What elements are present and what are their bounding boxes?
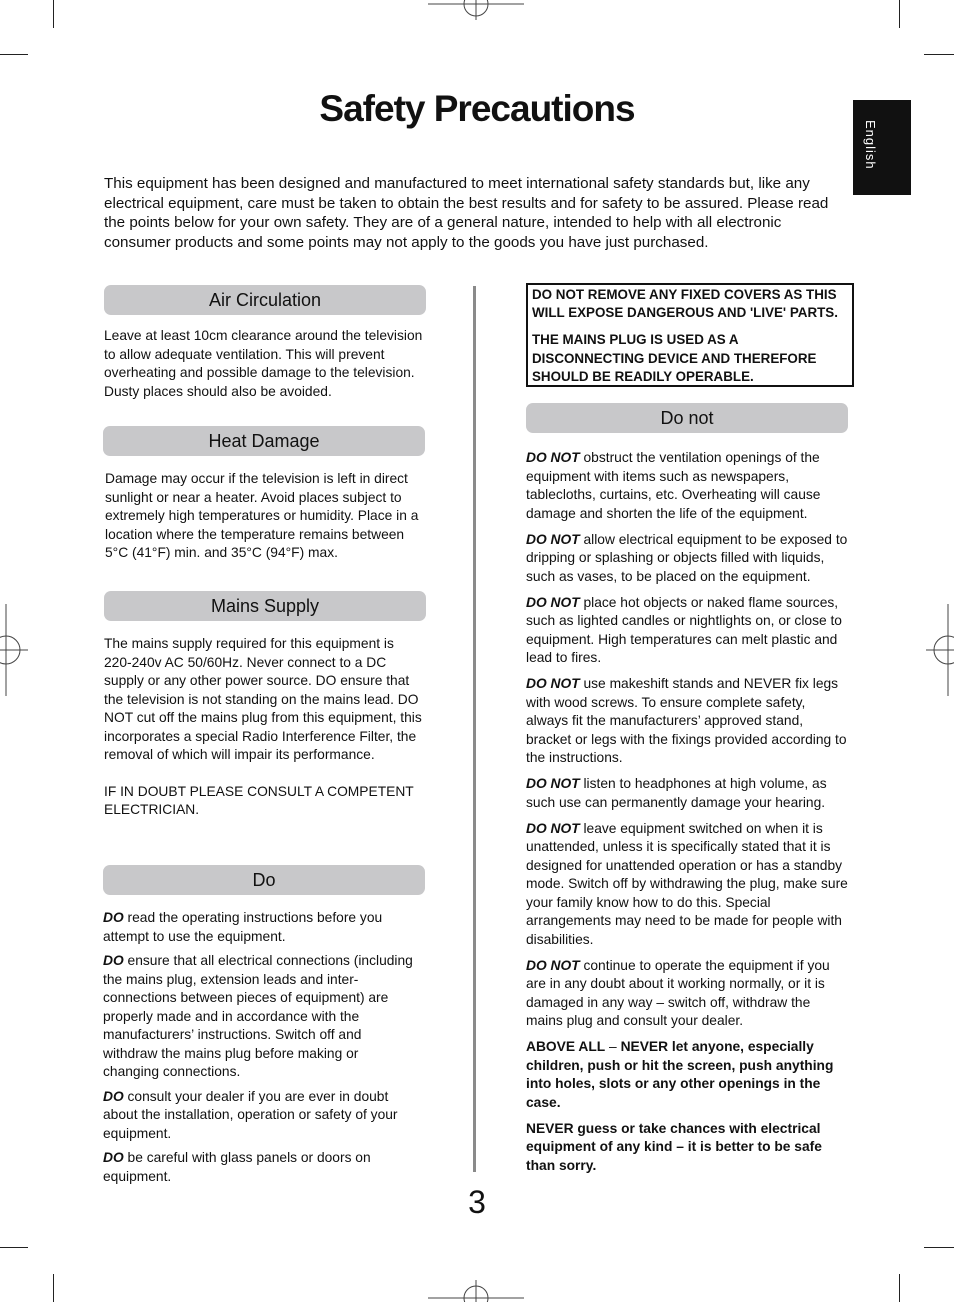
do-not-label: DO NOT (526, 594, 580, 610)
language-tab-label: English (863, 120, 878, 170)
do-item: DO consult your dealer if you are ever in doubt about the installation, operation or safety of your equipment. (103, 1088, 398, 1141)
mains-supply-text: The mains supply required for this equipment is 220-240v AC 50/60Hz. Never connect to a DC supply or any other power source. DO ensure that the television is not standing on the mains lead. DO NOT cut off the mains plug from this equipment, this incorporates a special Radio Interference Filter, the removal of which will impair its performance. (104, 636, 422, 762)
do-not-item: DO NOT use makeshift stands and NEVER fix legs with wood screws. To ensure complete safety, always fit the manufacturers’ approved stand, bracket or legs with the fixings provided according to the instructions. (526, 676, 847, 765)
do-heading: Do (103, 865, 425, 895)
registration-mark-left (0, 604, 28, 696)
do-not-label: DO NOT (526, 676, 580, 691)
registration-mark-bottom (428, 1278, 524, 1302)
crop-mark (924, 1247, 954, 1248)
heat-damage-heading: Heat Damage (103, 426, 425, 456)
column-divider (473, 286, 476, 1172)
do-list (103, 909, 413, 1192)
do-label: DO (103, 1088, 124, 1104)
do-label: DO (103, 1150, 124, 1165)
do-not-item: DO NOT continue to operate the equipment if you are in any doubt about it working normally, or it is damaged in any way – switch off, withdraw the mains plug and consult your dealer. (526, 957, 830, 1028)
do-label: DO (103, 910, 124, 925)
warning-box (526, 283, 854, 387)
do-not-item: DO NOT place hot objects or naked flame sources, such as lighted candles or nightlights on, or close to equipment. High temperatures can melt plastic and lead to fires. (526, 594, 842, 665)
air-circulation-heading: Air Circulation (104, 285, 426, 315)
do-label: DO (103, 953, 124, 968)
crop-mark (924, 54, 954, 55)
do-not-label: DO NOT (526, 450, 580, 465)
do-not-label: DO NOT (526, 531, 580, 547)
crop-mark (53, 1274, 54, 1302)
crop-mark (899, 0, 900, 28)
do-not-item: DO NOT allow electrical equipment to be exposed to dripping or splashing or objects filled with liquids, such as vases, to be placed on the equipment. (526, 531, 848, 584)
do-item: DO read the operating instructions before you attempt to use the equipment. (103, 910, 383, 944)
crop-mark (0, 1247, 28, 1248)
air-circulation-text: Leave at least 10cm clearance around the television to allow adequate ventilation. This will prevent overheating and possible damage to the television. Dusty places should also be avoided. (104, 328, 423, 399)
language-tab (853, 100, 911, 195)
warning-covers: DO NOT REMOVE ANY FIXED COVERS AS THIS WILL EXPOSE DANGEROUS AND 'LIVE' PARTS. (532, 287, 838, 321)
do-not-label: DO NOT (526, 957, 580, 973)
intro-paragraph: This equipment has been designed and manufactured to meet international safety standards but, like any electrical equipment, care must be taken to obtain the best results and for safety to be assured. Please read the points below for your own safety. They are of a general nature, intended to help with all electronic consumer products and some points may not apply to the goods you have just purchased. (104, 175, 829, 251)
crop-mark (899, 1274, 900, 1302)
do-not-list (526, 449, 850, 1183)
do-not-item: DO NOT obstruct the ventilation openings of the equipment with items such as newspapers, tablecloths, curtains, etc. Overheating will cause damage and shorten the life of the equipment. (526, 450, 821, 521)
do-not-item: DO NOT leave equipment switched on when it is unattended, unless it is specifically stated that it is designed for unattended operation or has a standby mode. Switch off by withdrawing the plug, make sure your family know how to do this. Special arrangements may need to be made for people with disabilities. (526, 820, 848, 947)
do-not-heading: Do not (526, 403, 848, 433)
registration-mark-top (428, 0, 524, 22)
mains-supply-section (104, 635, 422, 826)
do-item: DO ensure that all electrical connections (including the mains plug, extension leads and inter-connections between pieces of equipment) are properly made and in accordance with the manufacturers’ instructions. Switch off and withdraw the mains plug before making or changing connections. (103, 953, 413, 1079)
registration-mark-right (926, 604, 954, 696)
above-all-warning: ABOVE ALL – NEVER let anyone, especially children, push or hit the screen, push anything into holes, slots or any other openings in the case. (526, 1039, 834, 1110)
crop-mark (0, 54, 28, 55)
heat-damage-text: Damage may occur if the television is left in direct sunlight or near a heater. Avoid places subject to extremely high temperatures or humidity. Place in a location where the temperature remains between 5°C (41°F) min. and 35°C (94°F) max. (105, 471, 419, 560)
crop-mark (53, 0, 54, 28)
warning-mains-plug: THE MAINS PLUG IS USED AS A DISCONNECTING DEVICE AND THEREFORE SHOULD BE READILY OPERABLE. (532, 332, 817, 384)
do-not-label: DO NOT (526, 820, 580, 836)
do-not-item: DO NOT listen to headphones at high volume, as such use can permanently damage your hearing. (526, 776, 827, 810)
mains-supply-heading: Mains Supply (104, 591, 426, 621)
never-guess-warning: NEVER guess or take chances with electrical equipment of any kind – it is better to be safe than sorry. (526, 1120, 822, 1173)
do-not-label: DO NOT (526, 776, 580, 791)
mains-supply-doubt: IF IN DOUBT PLEASE CONSULT A COMPETENT ELECTRICIAN. (104, 783, 414, 817)
do-item: DO be careful with glass panels or doors on equipment. (103, 1150, 371, 1184)
page-title: Safety Precautions (319, 88, 635, 129)
page-number: 3 (468, 1184, 486, 1220)
